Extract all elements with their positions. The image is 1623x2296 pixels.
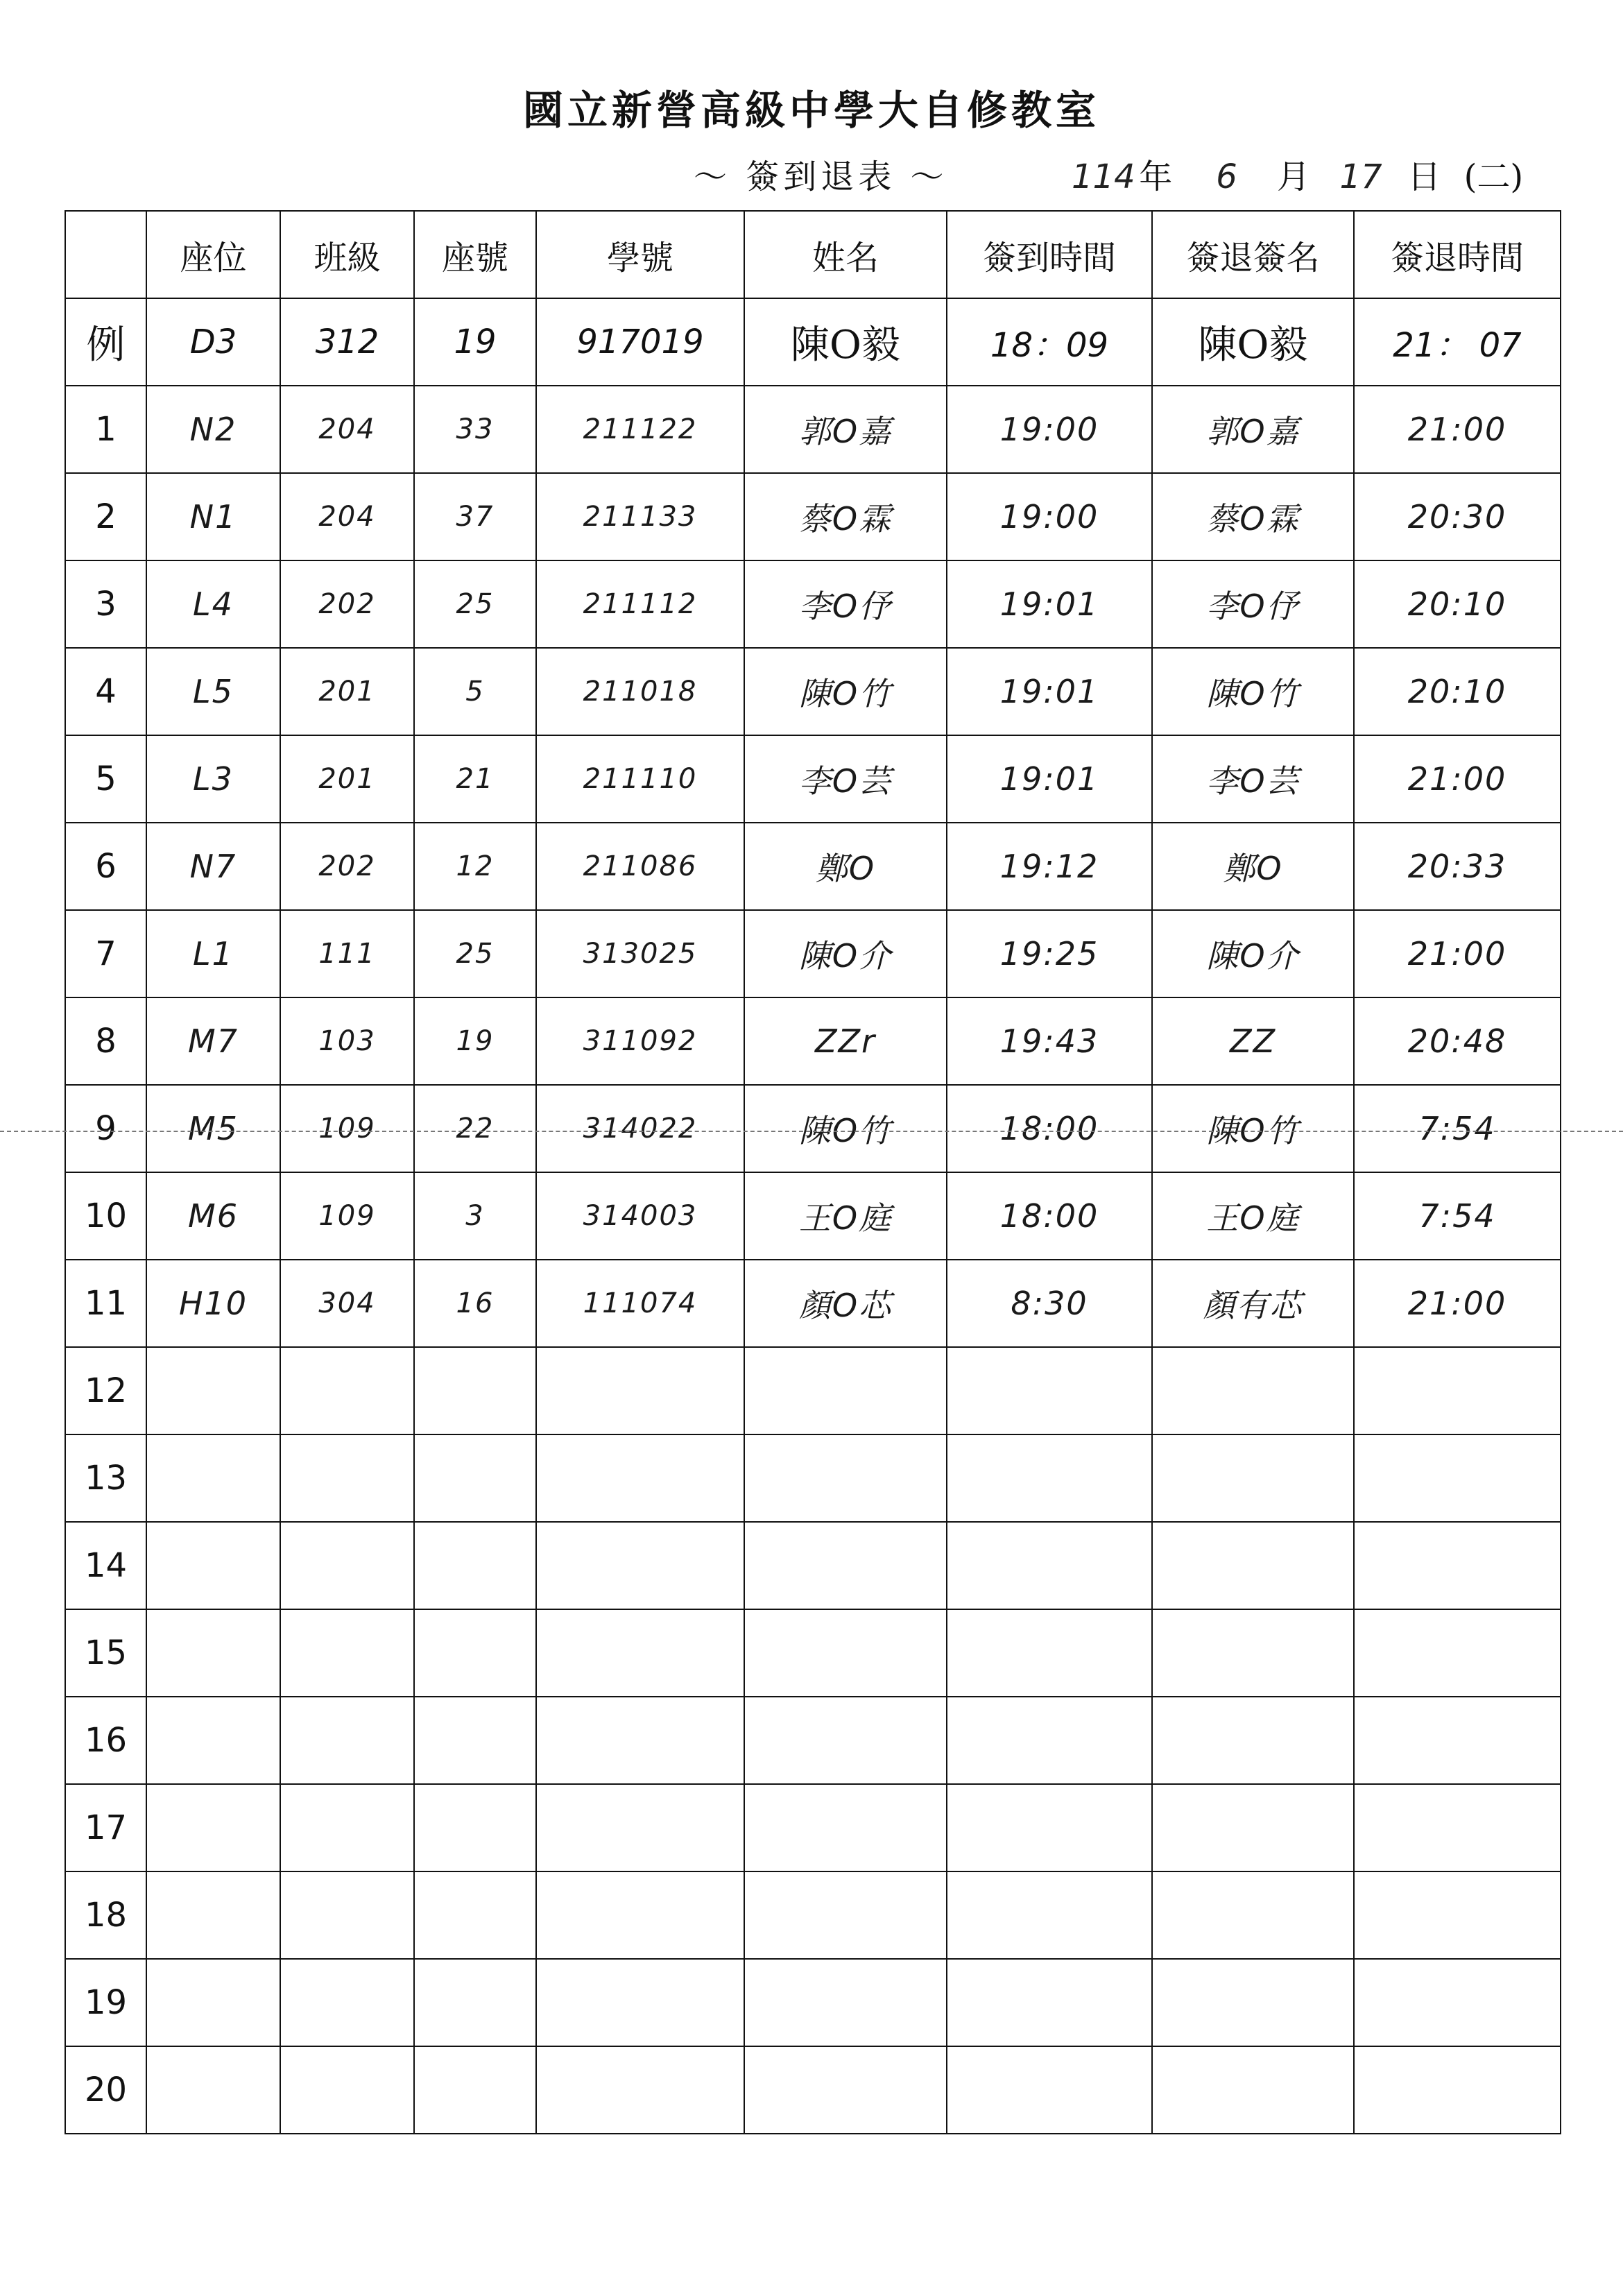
- row-sign-in-time: 8:30: [947, 1260, 1152, 1347]
- row-sign-out-name: [1152, 1959, 1354, 2046]
- row-sign-out-name: ZZ: [1152, 997, 1354, 1085]
- row-seat: [146, 2046, 280, 2134]
- row-name: 王O庭: [744, 1172, 947, 1260]
- table-row: [65, 1085, 1561, 1172]
- date-year-label: 年: [1139, 157, 1173, 196]
- row-index: 18: [65, 1871, 146, 1959]
- table-row: [65, 910, 1561, 997]
- dashed-fold-line: [0, 1131, 1623, 1132]
- row-seat: H10: [146, 1260, 280, 1347]
- row-index: 4: [65, 648, 146, 735]
- header-sign-in-time: 簽到時間: [947, 211, 1152, 298]
- row-class: 111: [280, 910, 414, 997]
- row-name: 李O芸: [744, 735, 947, 823]
- row-sign-out-time: [1354, 1522, 1561, 1609]
- row-seat-number: 3: [414, 1172, 536, 1260]
- row-class: [280, 2046, 414, 2134]
- row-sign-out-time: 21:00: [1354, 1260, 1561, 1347]
- row-sign-out-time: 21:00: [1354, 910, 1561, 997]
- table-row: [65, 1522, 1561, 1609]
- row-class: 201: [280, 735, 414, 823]
- row-name: 顏O芯: [744, 1260, 947, 1347]
- table-row: [65, 1871, 1561, 1959]
- row-student-id: 314003: [536, 1172, 744, 1260]
- row-sign-out-name: 王O庭: [1152, 1172, 1354, 1260]
- row-student-id: [536, 2046, 744, 2134]
- row-seat-number: 25: [414, 910, 536, 997]
- row-seat: [146, 1871, 280, 1959]
- row-name: 李O伃: [744, 560, 947, 648]
- row-seat: L5: [146, 648, 280, 735]
- row-seat-number: [414, 1697, 536, 1784]
- example-seat: D3: [146, 298, 280, 386]
- form-subtitle: ～ 簽到退表 ～: [694, 157, 948, 196]
- row-student-id: [536, 1522, 744, 1609]
- row-sign-out-time: [1354, 1347, 1561, 1434]
- row-index: 5: [65, 735, 146, 823]
- row-class: 109: [280, 1172, 414, 1260]
- row-name: [744, 1697, 947, 1784]
- row-seat: M6: [146, 1172, 280, 1260]
- row-class: 202: [280, 560, 414, 648]
- table-row: [65, 1434, 1561, 1522]
- row-student-id: [536, 1434, 744, 1522]
- row-sign-out-time: 21:00: [1354, 735, 1561, 823]
- row-index: 11: [65, 1260, 146, 1347]
- row-sign-out-time: 20:48: [1354, 997, 1561, 1085]
- row-seat: M5: [146, 1085, 280, 1172]
- row-seat-number: 25: [414, 560, 536, 648]
- row-sign-out-name: [1152, 1784, 1354, 1871]
- header-class: 班級: [280, 211, 414, 298]
- row-sign-in-time: 18:00: [947, 1172, 1152, 1260]
- row-sign-in-time: 19:00: [947, 473, 1152, 560]
- row-student-id: 211112: [536, 560, 744, 648]
- row-index: 3: [65, 560, 146, 648]
- example-row: [65, 298, 1561, 386]
- row-sign-in-time: [947, 2046, 1152, 2134]
- row-class: [280, 1871, 414, 1959]
- row-seat-number: 12: [414, 823, 536, 910]
- row-seat: L3: [146, 735, 280, 823]
- row-index: 7: [65, 910, 146, 997]
- row-sign-out-time: [1354, 1697, 1561, 1784]
- row-index: 2: [65, 473, 146, 560]
- sign-in-out-table: [65, 210, 1561, 2134]
- row-index: 17: [65, 1784, 146, 1871]
- example-index: 例: [65, 298, 146, 386]
- row-sign-in-time: [947, 1697, 1152, 1784]
- row-student-id: 211018: [536, 648, 744, 735]
- row-seat: [146, 1784, 280, 1871]
- row-sign-out-name: 蔡O霖: [1152, 473, 1354, 560]
- row-sign-out-name: 陳O竹: [1152, 1085, 1354, 1172]
- row-sign-in-time: [947, 1434, 1152, 1522]
- row-sign-out-name: [1152, 1347, 1354, 1434]
- row-sign-out-name: [1152, 1522, 1354, 1609]
- row-student-id: [536, 1784, 744, 1871]
- row-sign-out-name: 李O芸: [1152, 735, 1354, 823]
- row-student-id: 111074: [536, 1260, 744, 1347]
- row-name: [744, 1784, 947, 1871]
- table-header-row: [65, 211, 1561, 298]
- row-class: [280, 1959, 414, 2046]
- row-seat-number: 22: [414, 1085, 536, 1172]
- row-seat: [146, 1609, 280, 1697]
- row-student-id: [536, 1609, 744, 1697]
- row-sign-in-time: [947, 1347, 1152, 1434]
- example-sign-in-time: 18：09: [947, 298, 1152, 386]
- row-seat: L1: [146, 910, 280, 997]
- row-index: 14: [65, 1522, 146, 1609]
- date-weekday: (二): [1463, 157, 1524, 196]
- row-name: [744, 1522, 947, 1609]
- row-index: 20: [65, 2046, 146, 2134]
- row-student-id: 211122: [536, 386, 744, 473]
- table-row: [65, 1260, 1561, 1347]
- row-sign-out-time: 20:33: [1354, 823, 1561, 910]
- row-student-id: [536, 1871, 744, 1959]
- row-sign-out-time: [1354, 1959, 1561, 2046]
- form-date: [1072, 150, 1523, 198]
- row-name: 蔡O霖: [744, 473, 947, 560]
- row-seat-number: 5: [414, 648, 536, 735]
- row-student-id: 211110: [536, 735, 744, 823]
- row-sign-in-time: 19:01: [947, 735, 1152, 823]
- row-sign-out-time: 7:54: [1354, 1172, 1561, 1260]
- table-row: [65, 1347, 1561, 1434]
- row-seat-number: [414, 1871, 536, 1959]
- row-index: 12: [65, 1347, 146, 1434]
- row-sign-out-time: [1354, 1434, 1561, 1522]
- row-index: 16: [65, 1697, 146, 1784]
- row-seat-number: 37: [414, 473, 536, 560]
- row-sign-out-time: 20:10: [1354, 648, 1561, 735]
- row-class: 304: [280, 1260, 414, 1347]
- row-class: [280, 1784, 414, 1871]
- row-sign-out-time: 20:10: [1354, 560, 1561, 648]
- row-index: 8: [65, 997, 146, 1085]
- row-seat-number: 19: [414, 997, 536, 1085]
- row-seat-number: [414, 1959, 536, 2046]
- row-seat-number: [414, 1347, 536, 1434]
- row-sign-in-time: [947, 1522, 1152, 1609]
- table-row: [65, 1784, 1561, 1871]
- header-seat-number: 座號: [414, 211, 536, 298]
- subtitle-row: [0, 150, 1623, 198]
- example-number: 19: [414, 298, 536, 386]
- row-class: 204: [280, 386, 414, 473]
- row-seat-number: [414, 1784, 536, 1871]
- row-student-id: [536, 1959, 744, 2046]
- row-name: [744, 1609, 947, 1697]
- row-student-id: [536, 1697, 744, 1784]
- row-name: [744, 1347, 947, 1434]
- row-name: [744, 1959, 947, 2046]
- row-student-id: 211133: [536, 473, 744, 560]
- row-seat: L4: [146, 560, 280, 648]
- row-class: [280, 1697, 414, 1784]
- table-row: [65, 1609, 1561, 1697]
- row-seat-number: [414, 1522, 536, 1609]
- document-title: 國立新營高級中學大自修教室: [522, 87, 1100, 134]
- header-sign-out-signature: 簽退簽名: [1152, 211, 1354, 298]
- row-class: [280, 1522, 414, 1609]
- row-student-id: 313025: [536, 910, 744, 997]
- row-class: 204: [280, 473, 414, 560]
- example-name: 陳O毅: [744, 298, 947, 386]
- row-index: 6: [65, 823, 146, 910]
- row-name: ZZr: [744, 997, 947, 1085]
- example-sign-out-name: 陳O毅: [1152, 298, 1354, 386]
- row-student-id: [536, 1347, 744, 1434]
- date-month-label: 月: [1276, 157, 1310, 196]
- row-seat: [146, 1434, 280, 1522]
- row-name: 陳O竹: [744, 648, 947, 735]
- row-sign-out-name: [1152, 1871, 1354, 1959]
- row-seat: M7: [146, 997, 280, 1085]
- row-sign-in-time: 18:00: [947, 1085, 1152, 1172]
- row-name: [744, 1434, 947, 1522]
- header-seat: 座位: [146, 211, 280, 298]
- date-month: 6: [1216, 157, 1237, 196]
- row-seat: N7: [146, 823, 280, 910]
- row-sign-out-name: 郭O嘉: [1152, 386, 1354, 473]
- row-name: 郭O嘉: [744, 386, 947, 473]
- row-seat-number: 21: [414, 735, 536, 823]
- row-sign-out-time: [1354, 1609, 1561, 1697]
- row-sign-in-time: [947, 1609, 1152, 1697]
- row-sign-out-time: [1354, 1871, 1561, 1959]
- row-sign-out-name: [1152, 1609, 1354, 1697]
- example-class: 312: [280, 298, 414, 386]
- row-name: 陳O竹: [744, 1085, 947, 1172]
- row-sign-out-time: 20:30: [1354, 473, 1561, 560]
- table-row: [65, 2046, 1561, 2134]
- row-seat-number: 16: [414, 1260, 536, 1347]
- row-class: 109: [280, 1085, 414, 1172]
- row-index: 19: [65, 1959, 146, 2046]
- row-class: 202: [280, 823, 414, 910]
- row-seat: [146, 1347, 280, 1434]
- row-sign-out-name: 李O伃: [1152, 560, 1354, 648]
- table-row: [65, 735, 1561, 823]
- table-row: [65, 386, 1561, 473]
- table-row: [65, 1697, 1561, 1784]
- header-sign-out-time: 簽退時間: [1354, 211, 1561, 298]
- row-sign-out-time: 21:00: [1354, 386, 1561, 473]
- row-seat: N1: [146, 473, 280, 560]
- row-name: 鄭O: [744, 823, 947, 910]
- row-seat-number: [414, 1609, 536, 1697]
- row-seat: [146, 1522, 280, 1609]
- row-sign-in-time: 19:00: [947, 386, 1152, 473]
- row-index: 13: [65, 1434, 146, 1522]
- row-sign-out-name: 顏有芯: [1152, 1260, 1354, 1347]
- row-sign-in-time: 19:01: [947, 648, 1152, 735]
- row-sign-out-name: [1152, 2046, 1354, 2134]
- example-student-id: 917019: [536, 298, 744, 386]
- header-student-id: 學號: [536, 211, 744, 298]
- row-name: 陳O介: [744, 910, 947, 997]
- row-student-id: 211086: [536, 823, 744, 910]
- row-index: 10: [65, 1172, 146, 1260]
- row-seat: [146, 1697, 280, 1784]
- header-name: 姓名: [744, 211, 947, 298]
- table-row: [65, 648, 1561, 735]
- row-seat-number: 33: [414, 386, 536, 473]
- row-sign-out-name: 鄭O: [1152, 823, 1354, 910]
- row-seat: N2: [146, 386, 280, 473]
- row-student-id: 314022: [536, 1085, 744, 1172]
- row-sign-out-time: [1354, 2046, 1561, 2134]
- row-name: [744, 2046, 947, 2134]
- row-sign-in-time: [947, 1959, 1152, 2046]
- row-sign-out-time: [1354, 1784, 1561, 1871]
- row-sign-out-name: 陳O竹: [1152, 648, 1354, 735]
- row-class: 103: [280, 997, 414, 1085]
- row-index: 15: [65, 1609, 146, 1697]
- row-sign-in-time: [947, 1784, 1152, 1871]
- table-row: [65, 823, 1561, 910]
- table-row: [65, 560, 1561, 648]
- row-sign-in-time: 19:43: [947, 997, 1152, 1085]
- row-seat-number: [414, 1434, 536, 1522]
- row-sign-in-time: 19:12: [947, 823, 1152, 910]
- example-sign-out-time: 21： 07: [1354, 298, 1561, 386]
- row-sign-in-time: 19:25: [947, 910, 1152, 997]
- row-class: [280, 1434, 414, 1522]
- date-day: 17: [1339, 157, 1382, 196]
- date-day-label: 日: [1407, 157, 1441, 196]
- table-row: [65, 997, 1561, 1085]
- row-sign-in-time: 19:01: [947, 560, 1152, 648]
- row-name: [744, 1871, 947, 1959]
- row-class: [280, 1347, 414, 1434]
- row-sign-out-name: [1152, 1434, 1354, 1522]
- row-sign-in-time: [947, 1871, 1152, 1959]
- table-row: [65, 1172, 1561, 1260]
- table-row: [65, 1959, 1561, 2046]
- row-class: [280, 1609, 414, 1697]
- row-student-id: 311092: [536, 997, 744, 1085]
- date-year: 114: [1072, 157, 1135, 196]
- table-row: [65, 473, 1561, 560]
- row-sign-out-time: 7:54: [1354, 1085, 1561, 1172]
- row-index: 1: [65, 386, 146, 473]
- row-index: 9: [65, 1085, 146, 1172]
- row-class: 201: [280, 648, 414, 735]
- row-seat-number: [414, 2046, 536, 2134]
- row-sign-out-name: [1152, 1697, 1354, 1784]
- row-sign-out-name: 陳O介: [1152, 910, 1354, 997]
- header-index: [65, 211, 146, 298]
- row-seat: [146, 1959, 280, 2046]
